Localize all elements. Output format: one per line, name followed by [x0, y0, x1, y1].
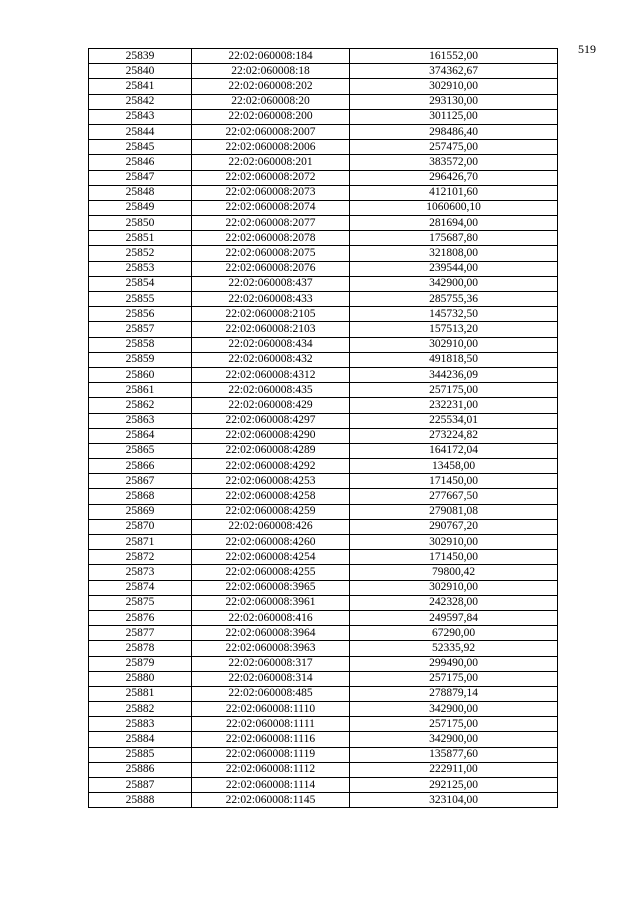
- row-number-cell: 25856: [89, 307, 192, 322]
- cadastral-number-cell: 22:02:060008:4297: [192, 413, 350, 428]
- row-number-cell: 25877: [89, 626, 192, 641]
- cadastral-value-cell: 383572,00: [350, 155, 558, 170]
- cadastral-number-cell: 22:02:060008:4253: [192, 474, 350, 489]
- cadastral-value-cell: 145732,50: [350, 307, 558, 322]
- row-number-cell: 25850: [89, 216, 192, 231]
- row-number-cell: 25846: [89, 155, 192, 170]
- table-row: [89, 94, 558, 109]
- cadastral-number-cell: 22:02:060008:18: [192, 64, 350, 79]
- cadastral-value-cell: 281694,00: [350, 216, 558, 231]
- table-row: [89, 550, 558, 565]
- row-number-cell: 25843: [89, 109, 192, 124]
- row-number-cell: 25854: [89, 276, 192, 291]
- table-row: [89, 793, 558, 808]
- row-number-cell: 25870: [89, 519, 192, 534]
- cadastral-number-cell: 22:02:060008:2076: [192, 261, 350, 276]
- cadastral-value-cell: 79800,42: [350, 565, 558, 580]
- table-row: [89, 702, 558, 717]
- cadastral-value-cell: 225534,01: [350, 413, 558, 428]
- cadastral-value-cell: 491818,50: [350, 352, 558, 367]
- cadastral-value-cell: 239544,00: [350, 261, 558, 276]
- table-row: [89, 246, 558, 261]
- table-row: [89, 732, 558, 747]
- table-row: [89, 535, 558, 550]
- cadastral-number-cell: 22:02:060008:4258: [192, 489, 350, 504]
- row-number-cell: 25861: [89, 383, 192, 398]
- cadastral-number-cell: 22:02:060008:4260: [192, 535, 350, 550]
- table-row: [89, 231, 558, 246]
- table-row: [89, 641, 558, 656]
- table-row: [89, 671, 558, 686]
- cadastral-number-cell: 22:02:060008:201: [192, 155, 350, 170]
- cadastral-number-cell: 22:02:060008:4312: [192, 367, 350, 382]
- cadastral-number-cell: 22:02:060008:4290: [192, 428, 350, 443]
- cadastral-value-cell: 249597,84: [350, 610, 558, 625]
- table-row: [89, 504, 558, 519]
- cadastral-value-cell: 342900,00: [350, 276, 558, 291]
- row-number-cell: 25863: [89, 413, 192, 428]
- cadastral-number-cell: 22:02:060008:2007: [192, 124, 350, 139]
- table-row: [89, 443, 558, 458]
- cadastral-number-cell: 22:02:060008:1119: [192, 747, 350, 762]
- cadastral-number-cell: 22:02:060008:432: [192, 352, 350, 367]
- cadastral-value-cell: 161552,00: [350, 49, 558, 64]
- table-row: [89, 398, 558, 413]
- row-number-cell: 25879: [89, 656, 192, 671]
- row-number-cell: 25886: [89, 762, 192, 777]
- table-row: [89, 474, 558, 489]
- row-number-cell: 25884: [89, 732, 192, 747]
- cadastral-number-cell: 22:02:060008:4292: [192, 459, 350, 474]
- table-row: [89, 352, 558, 367]
- table-row: [89, 367, 558, 382]
- table-row: [89, 778, 558, 793]
- cadastral-value-cell: 301125,00: [350, 109, 558, 124]
- row-number-cell: 25847: [89, 170, 192, 185]
- row-number-cell: 25878: [89, 641, 192, 656]
- cadastral-value-cell: 135877,60: [350, 747, 558, 762]
- cadastral-number-cell: 22:02:060008:1116: [192, 732, 350, 747]
- table-row: [89, 124, 558, 139]
- table-row: [89, 459, 558, 474]
- row-number-cell: 25866: [89, 459, 192, 474]
- cadastral-value-cell: 257475,00: [350, 140, 558, 155]
- table-row: [89, 109, 558, 124]
- row-number-cell: 25842: [89, 94, 192, 109]
- table-row: [89, 489, 558, 504]
- row-number-cell: 25872: [89, 550, 192, 565]
- table-row: [89, 170, 558, 185]
- cadastral-number-cell: 22:02:060008:1110: [192, 702, 350, 717]
- cadastral-value-cell: 374362,67: [350, 64, 558, 79]
- row-number-cell: 25839: [89, 49, 192, 64]
- cadastral-number-cell: 22:02:060008:4289: [192, 443, 350, 458]
- table-row: [89, 307, 558, 322]
- table-row: [89, 519, 558, 534]
- cadastral-value-cell: 278879,14: [350, 686, 558, 701]
- row-number-cell: 25855: [89, 292, 192, 307]
- cadastral-number-cell: 22:02:060008:1111: [192, 717, 350, 732]
- row-number-cell: 25882: [89, 702, 192, 717]
- table-row: [89, 626, 558, 641]
- table-row: [89, 383, 558, 398]
- cadastral-value-cell: 242328,00: [350, 595, 558, 610]
- table-row: [89, 200, 558, 215]
- cadastral-number-cell: 22:02:060008:2006: [192, 140, 350, 155]
- table-row: [89, 49, 558, 64]
- cadastral-value-cell: 412101,60: [350, 185, 558, 200]
- cadastral-number-cell: 22:02:060008:184: [192, 49, 350, 64]
- cadastral-number-cell: 22:02:060008:4254: [192, 550, 350, 565]
- cadastral-number-cell: 22:02:060008:200: [192, 109, 350, 124]
- cadastral-number-cell: 22:02:060008:2075: [192, 246, 350, 261]
- cadastral-number-cell: 22:02:060008:314: [192, 671, 350, 686]
- cadastral-value-cell: 302910,00: [350, 337, 558, 352]
- table-row: [89, 140, 558, 155]
- cadastral-number-cell: 22:02:060008:3963: [192, 641, 350, 656]
- cadastral-value-cell: 232231,00: [350, 398, 558, 413]
- cadastral-number-cell: 22:02:060008:1112: [192, 762, 350, 777]
- table-row: [89, 185, 558, 200]
- cadastral-value-cell: 171450,00: [350, 550, 558, 565]
- table-row: [89, 292, 558, 307]
- cadastral-number-cell: 22:02:060008:3965: [192, 580, 350, 595]
- cadastral-number-cell: 22:02:060008:202: [192, 79, 350, 94]
- row-number-cell: 25868: [89, 489, 192, 504]
- cadastral-value-cell: 175687,80: [350, 231, 558, 246]
- row-number-cell: 25862: [89, 398, 192, 413]
- cadastral-number-cell: 22:02:060008:433: [192, 292, 350, 307]
- cadastral-number-cell: 22:02:060008:429: [192, 398, 350, 413]
- table-row: [89, 64, 558, 79]
- row-number-cell: 25876: [89, 610, 192, 625]
- cadastral-value-cell: 342900,00: [350, 702, 558, 717]
- table-row: [89, 717, 558, 732]
- row-number-cell: 25853: [89, 261, 192, 276]
- row-number-cell: 25849: [89, 200, 192, 215]
- row-number-cell: 25875: [89, 595, 192, 610]
- cadastral-value-cell: 257175,00: [350, 717, 558, 732]
- table-row: [89, 428, 558, 443]
- cadastral-value-cell: 257175,00: [350, 671, 558, 686]
- cadastral-number-cell: 22:02:060008:434: [192, 337, 350, 352]
- table-row: [89, 261, 558, 276]
- row-number-cell: 25864: [89, 428, 192, 443]
- cadastral-value-cell: 292125,00: [350, 778, 558, 793]
- row-number-cell: 25883: [89, 717, 192, 732]
- cadastral-number-cell: 22:02:060008:2072: [192, 170, 350, 185]
- table-row: [89, 762, 558, 777]
- cadastral-value-cell: 1060600,10: [350, 200, 558, 215]
- table-row: [89, 595, 558, 610]
- cadastral-number-cell: 22:02:060008:20: [192, 94, 350, 109]
- page-number: 519: [578, 42, 596, 56]
- row-number-cell: 25885: [89, 747, 192, 762]
- row-number-cell: 25887: [89, 778, 192, 793]
- cadastral-value-cell: 344236,09: [350, 367, 558, 382]
- row-number-cell: 25848: [89, 185, 192, 200]
- cadastral-value-cell: 299490,00: [350, 656, 558, 671]
- cadastral-number-cell: 22:02:060008:1114: [192, 778, 350, 793]
- cadastral-value-cell: 273224,82: [350, 428, 558, 443]
- table-row: [89, 216, 558, 231]
- cadastral-number-cell: 22:02:060008:435: [192, 383, 350, 398]
- table-row: [89, 610, 558, 625]
- cadastral-number-cell: 22:02:060008:437: [192, 276, 350, 291]
- table-row: [89, 565, 558, 580]
- table-row: [89, 322, 558, 337]
- cadastral-value-cell: 323104,00: [350, 793, 558, 808]
- cadastral-value-cell: 285755,36: [350, 292, 558, 307]
- cadastral-number-cell: 22:02:060008:4255: [192, 565, 350, 580]
- row-number-cell: 25871: [89, 535, 192, 550]
- row-number-cell: 25888: [89, 793, 192, 808]
- table-row: [89, 747, 558, 762]
- cadastral-value-cell: 13458,00: [350, 459, 558, 474]
- cadastral-number-cell: 22:02:060008:3964: [192, 626, 350, 641]
- cadastral-value-cell: 67290,00: [350, 626, 558, 641]
- cadastral-value-cell: 52335,92: [350, 641, 558, 656]
- cadastral-value-cell: 279081,08: [350, 504, 558, 519]
- table-row: [89, 413, 558, 428]
- row-number-cell: 25869: [89, 504, 192, 519]
- cadastral-value-cell: 298486,40: [350, 124, 558, 139]
- cadastral-number-cell: 22:02:060008:2103: [192, 322, 350, 337]
- table-row: [89, 686, 558, 701]
- row-number-cell: 25865: [89, 443, 192, 458]
- row-number-cell: 25881: [89, 686, 192, 701]
- row-number-cell: 25841: [89, 79, 192, 94]
- cadastral-number-cell: 22:02:060008:2073: [192, 185, 350, 200]
- row-number-cell: 25840: [89, 64, 192, 79]
- cadastral-number-cell: 22:02:060008:2105: [192, 307, 350, 322]
- row-number-cell: 25874: [89, 580, 192, 595]
- row-number-cell: 25858: [89, 337, 192, 352]
- cadastral-value-cell: 157513,20: [350, 322, 558, 337]
- cadastral-value-cell: 277667,50: [350, 489, 558, 504]
- cadastral-value-cell: 321808,00: [350, 246, 558, 261]
- row-number-cell: 25867: [89, 474, 192, 489]
- cadastral-number-cell: 22:02:060008:485: [192, 686, 350, 701]
- row-number-cell: 25859: [89, 352, 192, 367]
- row-number-cell: 25844: [89, 124, 192, 139]
- cadastral-value-cell: 302910,00: [350, 535, 558, 550]
- cadastral-number-cell: 22:02:060008:4259: [192, 504, 350, 519]
- cadastral-number-cell: 22:02:060008:2078: [192, 231, 350, 246]
- cadastral-value-cell: 222911,00: [350, 762, 558, 777]
- row-number-cell: 25880: [89, 671, 192, 686]
- cadastral-value-cell: 171450,00: [350, 474, 558, 489]
- cadastral-number-cell: 22:02:060008:1145: [192, 793, 350, 808]
- cadastral-value-cell: 293130,00: [350, 94, 558, 109]
- cadastral-value-cell: 296426,70: [350, 170, 558, 185]
- cadastral-value-table: [88, 48, 558, 808]
- cadastral-value-cell: 257175,00: [350, 383, 558, 398]
- row-number-cell: 25873: [89, 565, 192, 580]
- cadastral-number-cell: 22:02:060008:2077: [192, 216, 350, 231]
- cadastral-value-cell: 342900,00: [350, 732, 558, 747]
- cadastral-number-cell: 22:02:060008:426: [192, 519, 350, 534]
- cadastral-number-cell: 22:02:060008:3961: [192, 595, 350, 610]
- cadastral-number-cell: 22:02:060008:2074: [192, 200, 350, 215]
- row-number-cell: 25860: [89, 367, 192, 382]
- table-row: [89, 276, 558, 291]
- row-number-cell: 25851: [89, 231, 192, 246]
- cadastral-value-cell: 164172,04: [350, 443, 558, 458]
- row-number-cell: 25845: [89, 140, 192, 155]
- table-body: [89, 49, 558, 808]
- table-row: [89, 79, 558, 94]
- table-row: [89, 580, 558, 595]
- table-row: [89, 155, 558, 170]
- cadastral-value-cell: 290767,20: [350, 519, 558, 534]
- cadastral-value-cell: 302910,00: [350, 580, 558, 595]
- cadastral-number-cell: 22:02:060008:317: [192, 656, 350, 671]
- table-row: [89, 656, 558, 671]
- cadastral-value-cell: 302910,00: [350, 79, 558, 94]
- cadastral-number-cell: 22:02:060008:416: [192, 610, 350, 625]
- row-number-cell: 25857: [89, 322, 192, 337]
- table-row: [89, 337, 558, 352]
- row-number-cell: 25852: [89, 246, 192, 261]
